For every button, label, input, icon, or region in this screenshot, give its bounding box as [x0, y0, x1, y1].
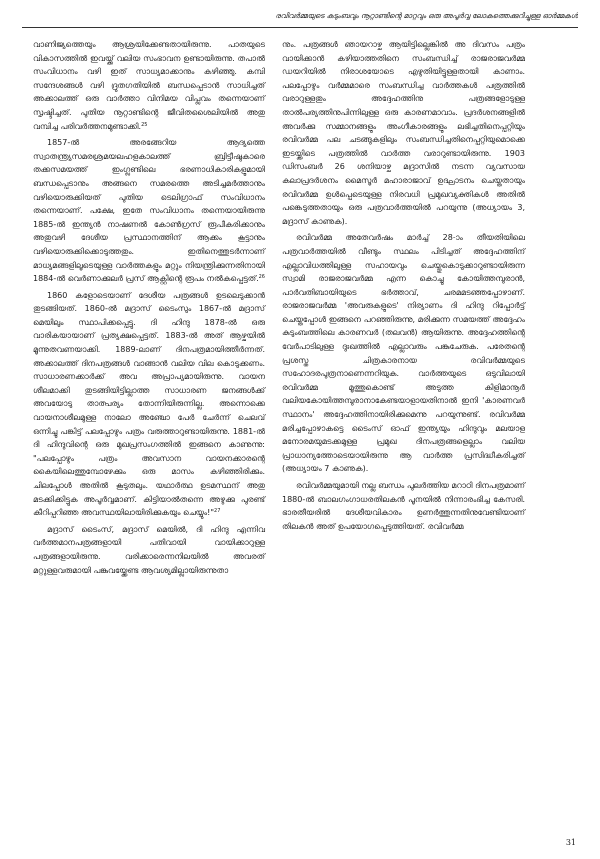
paragraph	[33, 38, 265, 133]
paragraph-text: രവിവർമ്മയുമായി നല്ല ബന്ധം പുലർത്തിയ മറാഠി ദിനപത്രമാണ് 1880-ൽ ബാലഗംഗാധരതിലകൻ പൂനയിൽ നിന്നാരംഭിച്ച കേസരി. ഭാരതീയരിൽ ദേശീയവികാരം ഉണർത്തുന്നതിനുവേണ്ടിയാണ് തിലകൻ അത് ഉപയോഗപ്പെടുത്തിയത്. രവിവർമ്മ	[282, 481, 525, 531]
right-column	[282, 38, 525, 536]
paragraph-text: മദ്രാസ് ടൈംസ്, മദ്രാസ് മെയിൽ, ദി ഹിന്ദു എന്നിവ വർത്തമാനപത്രങ്ങളായി പതിവായി വായിക്കാറുള്ള പത്രങ്ങളായിരുന്നു. വരിക്കാരെന്നനിലയിൽ അവരത് മറ്റുള്ളവരുമായി പങ്കുവയ്ക്കേണ്ട ആവശ്യമില്ലായിരുന്നുതാ	[33, 524, 265, 575]
paragraph-text: വാണിജ്യത്തെയും ആശ്രയിക്കേണ്ടതായിരുന്നു. പാതയുടെ വികാസത്തിൽ ഇവയ്ക്ക് വലിയ സംഭാവന ഉണ്ടായിരുന്നു. തപാൽ സംവിധാനം വഴി ഇത് സാധ്യമാക്കാനും കഴിഞ്ഞു. കമ്പി സന്ദേശങ്ങൾ വഴി ദ്രുതഗതിയിൽ ബന്ധപ്പെടാൻ സാധിച്ചത് അക്കാലത്ത് ഒരു വാർത്താ വിനിമയ വിപ്ലവം തന്നെയാണ് സൃഷ്ടിച്ചത്. പുതിയ നൂറ്റാണ്ടിന്റെ ജീവിതശൈലിയിൽ അതു വമ്പിച്ച പരിവർത്തനമുണ്ടാക്കി.	[33, 40, 265, 131]
header-rule	[22, 27, 578, 28]
paragraph-text: രവിവർമ്മ അതേവർഷം മാർച്ച് 28-ാം തീയതിയിലെ പത്രവാർത്തയിൽ വീണ്ടും സ്ഥലം പിടിച്ചത് അദ്ദേഹത്തിന് എല്ലാവിധത്തിലുള്ള സഹായവും ചെയ്തുകൊടുക്കാറുണ്ടായിരുന്ന സ്വാമി രാജരാജവർമ്മ എന്ന കൊച്ചു കോയിത്തമ്പുരാൻ, പാർവതിബായിയുടെ ഭർത്താവ്, ചരമമടഞ്ഞപ്പോഴാണ്. രാജരാജവർമ്മ 'അവരുകളുടെ' നിര്യാണം ദി ഹിന്ദു റിപ്പോർട്ട് ചെയ്തപ്പോൾ ഇങ്ങനെ പറഞ്ഞിരുന്നു, മരിക്കുന്ന സമയത്ത് അദ്ദേഹം കുടുംബത്തിലെ കാരണവർ (തലവൻ) ആയിരുന്നു. അദ്ദേഹത്തിന്റെ വേർപാടിലുള്ള ദുഃഖത്തിൽ എല്ലാവരും പങ്കുചേരുക. പരേതന്റെ പ്രശസ്ത ചിത്രകാരനായ രവിവർമ്മയുടെ സഹോദരപുത്രനാണെന്നറിയുക. വാർത്തയുടെ ഒടുവിലായി രവിവർമ്മ മൂത്തുകൊണ്ട് അടുത്ത കിളിമാനൂർ വലിയകോയിത്തമ്പുരാനാകേണ്ടയാളായതിനാൽ ഇനി 'കാരണവർ സ്ഥാനം' അദ്ദേഹത്തിനായിരിക്കുമെന്നു പറയുന്നുണ്ട്. രവിവർമ്മ മരിച്ചപ്പോഴാകട്ടെ ടൈംസ് ഓഫ് ഇന്ത്യയും ഹിന്ദുവും മലയാള മനോരമയുമടക്കമുള്ള പ്രമുഖ ദിനപത്രങ്ങളെല്ലാം വലിയ പ്രാധാന്യത്തോടെയായിരുന്നു ആ വാർത്ത പ്രസിദ്ധീകരിച്ചത് (അധ്യായം 7 കാണുക).	[282, 233, 525, 474]
paragraph	[33, 136, 265, 286]
paragraph	[282, 38, 525, 228]
paragraph-text: നും. പത്രങ്ങൾ ഞായറാഴ്ച ആയിട്ടില്ലെങ്കിൽ അ ദിവസം പത്രം വായിക്കാൻ കഴിയാത്തതിനെ സംബന്ധിച്ച് രാജരാജവർമ്മ ഡയറിയിൽ നിരാശയോടെ എഴുതിയിട്ടുള്ളതായി കാണാം. പലപ്പോഴും വർമ്മമാരെ സംബന്ധിച്ച വാർത്തകൾ പത്രത്തിൽ വരാറുള്ളതും അദ്ദേഹത്തിനു പത്രങ്ങളോടുള്ള താൽപര്യത്തിനുപിന്നിലുള്ള ഒരു കാരണമാവാം. പ്രദർശനങ്ങളിൽ അവർക്കു സമ്മാനങ്ങളും അംഗീകാരങ്ങളും ലഭിച്ചതിനെപ്പറ്റിയും രവിവർമ്മ പല ചടങ്ങുകളിലും സംബന്ധിച്ചതിനെപ്പറ്റിയുമൊക്കെ ഇടയ്ക്കിടെ പത്രത്തിൽ വാർത്ത വരാറുണ്ടായിരുന്നു. 1903 ഡിസംബർ 26 ശനിയാഴ്ച മദ്രാസിൽ നടന്ന വ്യവസായ കലാപ്രദർശനം മൈസൂർ മഹാരാജാവ് ഉദ്ഘാടനം ചെയ്തതായും രവിവർമ്മ ഉൾപ്പെടെയുള്ള നിരവധി പ്രമുഖവ്യക്തികൾ അതിൽ പങ്കെടുത്തതായും ഒരു പത്രവാർത്തയിൽ പറയുന്നു (അധ്യായം 3, മദ്രാസ് കാണുക).	[282, 40, 525, 226]
page-number: 31	[565, 838, 576, 847]
paragraph	[282, 231, 525, 476]
footnote-ref[interactable]: 27	[214, 508, 221, 515]
paragraph	[282, 479, 525, 533]
paragraph	[33, 289, 265, 520]
footnote-ref[interactable]: 26	[258, 274, 265, 281]
footnote-ref[interactable]: 25	[141, 121, 148, 128]
left-column	[33, 38, 265, 580]
paragraph-text: 1857-ൽ അരങ്ങേറിയ ആദ്യത്തെ സ്വാതന്ത്ര്യസമരശ്രമയലഹളകാലത്ത് ബ്രിട്ടീഷുകാരെ തക്കസമയത്ത് ഇംഗ്ലണ്ടിലെ ഭരണാധികാരികളുമായി ബന്ധപ്പെടാനും അങ്ങനെ സമരത്തെ അടിച്ചമർത്താനും വഴിയൊരുക്കിയത് പുതിയ ടെലിഗ്രാഫ് സംവിധാനം തന്നെയാണ്. പക്ഷേ, ഇതേ സംവിധാനം തന്നെയായിരുന്നു 1885-ൽ ഇന്ത്യൻ നാഷണൽ കോൺഗ്രസ് രൂപീകരിക്കാനും അതുവഴി ദേശീയ പ്രസ്ഥാനത്തിന് ആക്കം കൂട്ടാനും വഴിയൊരുക്കിക്കൊടുത്തതും. ഇതിനെത്തുടർന്നാണ് മാധ്യമങ്ങളിലൂടെയുള്ള വാർത്തകളും മറ്റും നിയന്ത്രിക്കുന്നതിനായി 1884-ൽ വെർണാക്കുലർ പ്രസ് ആക്റ്റിന്റെ രൂപം നൽകപ്പെട്ടത്.	[33, 138, 265, 284]
paragraph	[33, 523, 265, 577]
paragraph-text: 1860 കളോടെയാണ് ദേശീയ പത്രങ്ങൾ ഉടലെടുക്കാൻ തുടങ്ങിയത്. 1860-ൽ മദ്രാസ് ടൈംസും 1867-ൽ മദ്രാസ് മെയിലും സ്ഥാപിക്കപ്പെട്ടു. ദി ഹിന്ദു 1878-ൽ ഒരു വാരികയായാണ് പ്രത്യക്ഷപ്പെട്ടത്. 1883-ൽ അത് ആഴ്ചയിൽ മൂന്നുതവണയാക്കി. 1889-ലാണ് ദിനപത്രമായിത്തീർന്നത്. അക്കാലത്ത് ദിനപത്രങ്ങൾ വാങ്ങാൻ വലിയ വില കൊടുക്കണം. സാധാരണക്കാർക്ക് അവ അപ്രാപ്യമായിരുന്നു. വായന ശീലമാക്കി തുടങ്ങിയിട്ടില്ലാത്ത സാധാരണ ജനങ്ങൾക്ക് അവയോടു താത്പര്യം തോന്നിയിരുന്നില്ല. അന്നൊക്കെ വായനാശീലമുള്ള നാലോ അഞ്ചോ പേർ ചേർന്ന് ചെലവ് ഒന്നിച്ചു പങ്കിട്ട് പലപ്പോഴും പത്രം വരുത്താറുണ്ടായിരുന്നു. 1881-ൽ ദി ഹിന്ദുവിന്റെ ഒരു മുഖപ്രസംഗത്തിൽ ഇങ്ങനെ കാണുന്നു: "പലപ്പോഴും പത്രം അവസാന വായനക്കാരന്റെ കൈയിലെത്തുമ്പോഴേക്കും ഒരു മാസം കഴിഞ്ഞിരിക്കും. ചിലപ്പോൾ അതിൽ കൂടുതലും. യഥാർത്ഥ ഉടമസ്ഥന് അതു മടക്കിക്കിട്ടുക അപൂർവ്വമാണ്. കിട്ടിയാൽതന്നെ അഴുക്കു പുരണ്ട് കീറിപ്പറിഞ്ഞ അവസ്ഥയിലായിരിക്കുകയും ചെയ്യും!"	[33, 290, 265, 518]
running-header: രവിവർമ്മയുടെ കുടുംബവും നൂറ്റാണ്ടിന്റെ മാറ്റവും ഒരു അപൂർവ്വ ലോകത്തെക്കുറിച്ചുള്ള ഓർമ്മകൾ	[275, 11, 578, 20]
